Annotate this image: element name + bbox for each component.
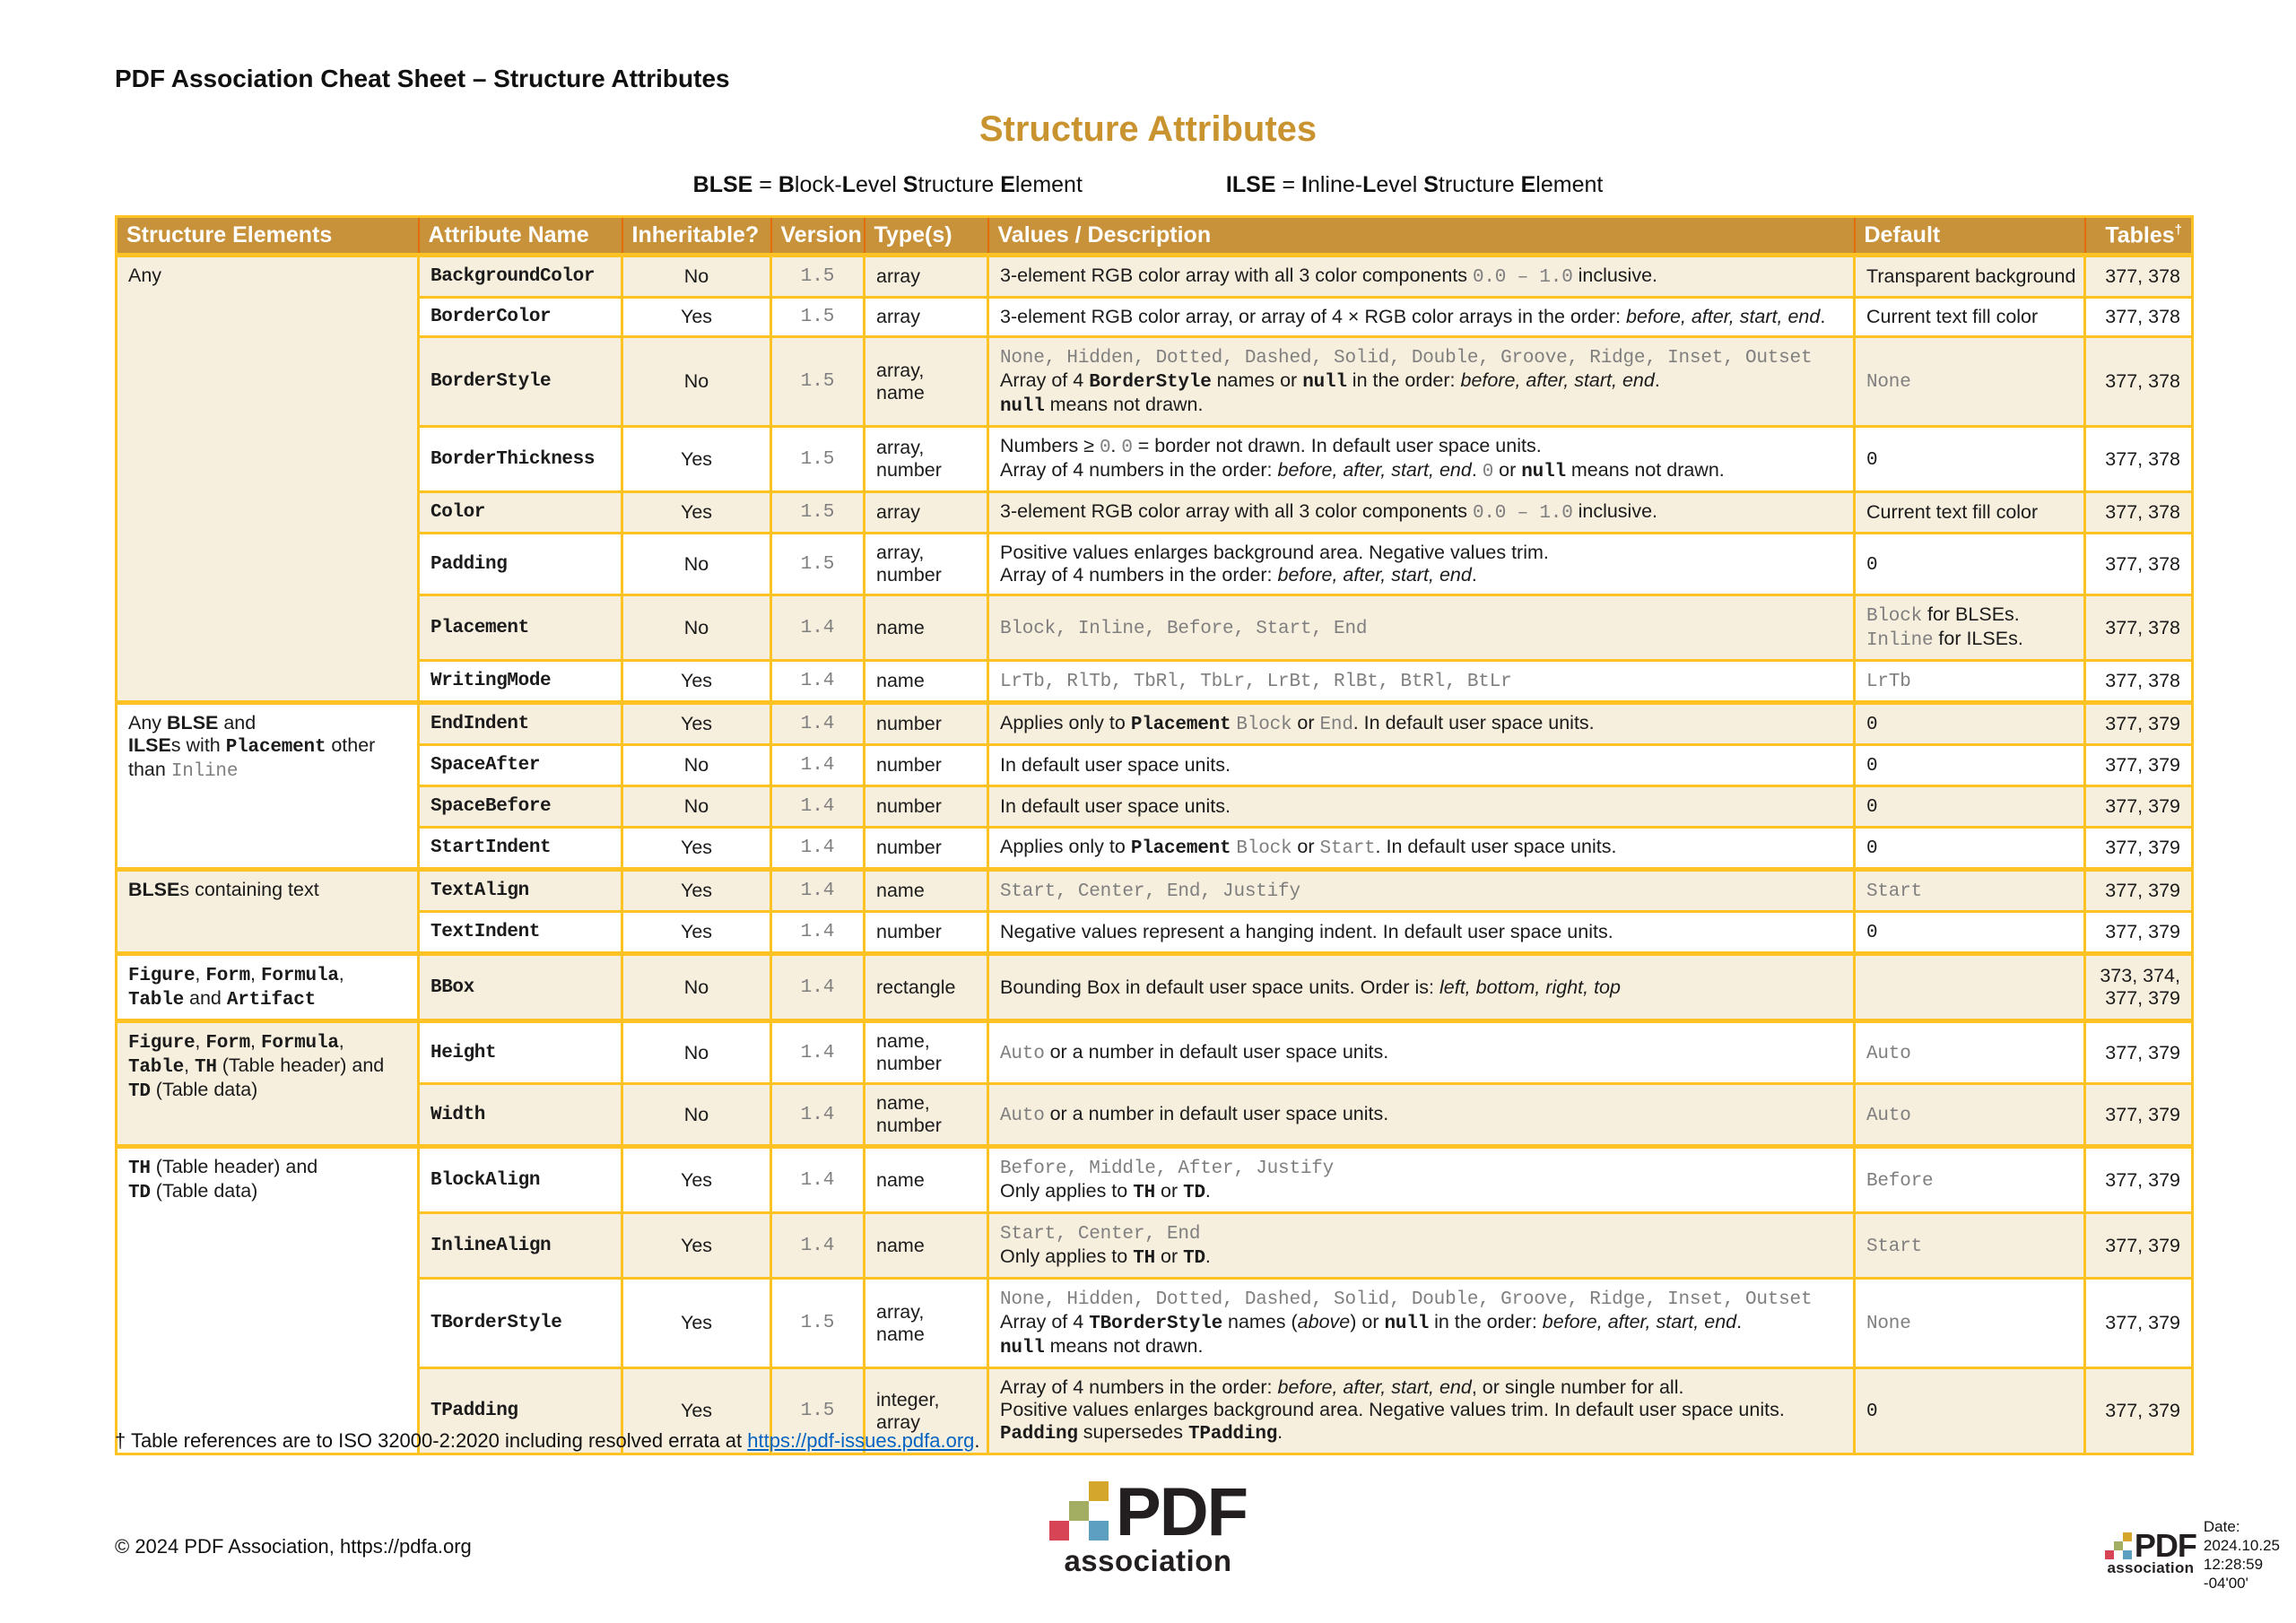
tables-cell: 377, 379 (2085, 828, 2193, 870)
types-cell: number (865, 745, 988, 786)
signature-date-text: Date: 2024.10.25 12:28:59 -04'00' (2203, 1518, 2280, 1592)
column-header-default: Default (1855, 217, 2085, 256)
inheritable-cell: No (622, 954, 771, 1021)
types-cell: name, number (865, 1021, 988, 1084)
description-cell: Applies only to Placement Block or End. In default user space units. (988, 703, 1855, 745)
tables-cell: 377, 378 (2085, 337, 2193, 427)
version-cell: 1.4 (771, 828, 865, 870)
types-cell: number (865, 828, 988, 870)
inheritable-cell: No (622, 1021, 771, 1084)
types-cell: rectangle (865, 954, 988, 1021)
version-cell: 1.4 (771, 745, 865, 786)
table-row (117, 1279, 2193, 1368)
types-cell: name (865, 1213, 988, 1279)
description-cell: Applies only to Placement Block or Start. In default user space units. (988, 828, 1855, 870)
default-cell: Transparent background (1855, 256, 2085, 298)
version-cell: 1.4 (771, 1084, 865, 1147)
types-cell: number (865, 786, 988, 828)
logo-pdf-text: PDF (1116, 1473, 1247, 1550)
signature-square-blue (2123, 1550, 2132, 1559)
inheritable-cell: Yes (622, 870, 771, 912)
default-cell: 0 (1855, 786, 2085, 828)
tables-cell: 377, 379 (2085, 1213, 2193, 1279)
tables-cell: 373, 374, 377, 379 (2085, 954, 2193, 1021)
default-cell: Auto (1855, 1084, 2085, 1147)
attribute-name-cell: Placement (419, 595, 622, 661)
version-cell: 1.5 (771, 1368, 865, 1454)
description-cell: Bounding Box in default user space units. Order is: left, bottom, right, top (988, 954, 1855, 1021)
column-header-attribute-name: Attribute Name (419, 217, 622, 256)
version-cell: 1.4 (771, 661, 865, 703)
default-cell: Auto (1855, 1021, 2085, 1084)
table-row (117, 1147, 2193, 1213)
version-cell: 1.4 (771, 595, 865, 661)
structure-attributes-table (115, 215, 2194, 1455)
copyright-text: © 2024 PDF Association, https://pdfa.org (115, 1535, 472, 1558)
default-cell: 0 (1855, 427, 2085, 492)
default-cell: 0 (1855, 534, 2085, 595)
attribute-name-cell: BorderColor (419, 298, 622, 337)
default-cell: 0 (1855, 828, 2085, 870)
attribute-name-cell: TextAlign (419, 870, 622, 912)
document-header-title: PDF Association Cheat Sheet – Structure Attributes (115, 65, 730, 92)
description-cell: 3-element RGB color array with all 3 color components 0.0 – 1.0 inclusive. (988, 492, 1855, 534)
version-cell: 1.5 (771, 1279, 865, 1368)
version-cell: 1.5 (771, 256, 865, 298)
signature-square-olive (2114, 1541, 2123, 1550)
structure-elements-cell: BLSEs containing text (117, 870, 419, 954)
tables-cell: 377, 379 (2085, 1279, 2193, 1368)
version-cell: 1.4 (771, 870, 865, 912)
inheritable-cell: Yes (622, 427, 771, 492)
default-cell: Before (1855, 1147, 2085, 1213)
default-cell: 0 (1855, 703, 2085, 745)
version-cell: 1.5 (771, 427, 865, 492)
description-cell: In default user space units. (988, 786, 1855, 828)
attribute-name-cell: TextIndent (419, 912, 622, 954)
inheritable-cell: No (622, 337, 771, 427)
types-cell: array, name (865, 1279, 988, 1368)
table-row (117, 427, 2193, 492)
types-cell: array, number (865, 427, 988, 492)
description-cell: Numbers ≥ 0. 0 = border not drawn. In default user space units. Array of 4 numbers in the order: before, after, start, end. 0 or null means not drawn. (988, 427, 1855, 492)
signature-square-red (2105, 1550, 2114, 1559)
attribute-name-cell: Width (419, 1084, 622, 1147)
version-cell: 1.4 (771, 786, 865, 828)
dagger-superscript: † (2174, 222, 2182, 238)
logo-square-blue (1089, 1521, 1109, 1541)
attribute-name-cell: SpaceAfter (419, 745, 622, 786)
description-cell: Auto or a number in default user space units. (988, 1021, 1855, 1084)
structure-elements-cell: Any (117, 256, 419, 703)
tables-cell: 377, 379 (2085, 1147, 2193, 1213)
inheritable-cell: No (622, 595, 771, 661)
types-cell: array (865, 492, 988, 534)
table-row (117, 703, 2193, 745)
tables-cell: 377, 379 (2085, 786, 2193, 828)
description-cell: In default user space units. (988, 745, 1855, 786)
default-cell: 0 (1855, 1368, 2085, 1454)
tables-cell: 377, 379 (2085, 1084, 2193, 1147)
tables-cell: 377, 378 (2085, 534, 2193, 595)
tables-cell: 377, 379 (2085, 703, 2193, 745)
inheritable-cell: Yes (622, 703, 771, 745)
types-cell: name (865, 595, 988, 661)
attribute-name-cell: BorderThickness (419, 427, 622, 492)
types-cell: integer, array (865, 1368, 988, 1454)
table-header-row (117, 217, 2193, 256)
signature-square-gold (2123, 1532, 2132, 1541)
inheritable-cell: Yes (622, 1213, 771, 1279)
legend-blse: BLSE = Block-Level Structure Element (692, 172, 1083, 197)
version-cell: 1.4 (771, 1147, 865, 1213)
default-cell: Current text fill color (1855, 298, 2085, 337)
version-cell: 1.5 (771, 337, 865, 427)
tables-cell: 377, 379 (2085, 745, 2193, 786)
default-cell: 0 (1855, 912, 2085, 954)
description-cell: 3-element RGB color array with all 3 color components 0.0 – 1.0 inclusive. (988, 256, 1855, 298)
description-cell: Auto or a number in default user space units. (988, 1084, 1855, 1147)
attribute-name-cell: WritingMode (419, 661, 622, 703)
table-row (117, 492, 2193, 534)
description-cell: Array of 4 numbers in the order: before, after, start, end, or single number for all. Positive values enlarges background area. Negative values trim. In default user space units. Padding supersedes TPadding. (988, 1368, 1855, 1454)
pdf-association-logo (0, 1473, 2296, 1578)
default-cell (1855, 954, 2085, 1021)
column-header-tables (2085, 217, 2193, 256)
table-row (117, 912, 2193, 954)
description-cell: 3-element RGB color array, or array of 4 × RGB color arrays in the order: before, after, start, end. (988, 298, 1855, 337)
signature-pdf-text: PDF (2134, 1527, 2196, 1565)
tables-cell: 377, 378 (2085, 298, 2193, 337)
signature-logo-row (2105, 1527, 2196, 1565)
types-cell: name (865, 661, 988, 703)
tables-cell: 377, 379 (2085, 912, 2193, 954)
default-cell: None (1855, 337, 2085, 427)
inheritable-cell: Yes (622, 298, 771, 337)
signature-stamp (2105, 1517, 2280, 1593)
tables-cell: 377, 378 (2085, 661, 2193, 703)
inheritable-cell: Yes (622, 661, 771, 703)
inheritable-cell: Yes (622, 912, 771, 954)
attribute-name-cell: EndIndent (419, 703, 622, 745)
attribute-name-cell: TPadding (419, 1368, 622, 1454)
types-cell: array, number (865, 534, 988, 595)
logo-square-red (1049, 1521, 1069, 1541)
types-cell: number (865, 703, 988, 745)
tables-header-label: Tables (2105, 222, 2175, 248)
structure-elements-cell: TH (Table header) and TD (Table data) (117, 1147, 419, 1454)
default-cell: Start (1855, 1213, 2085, 1279)
table-row (117, 337, 2193, 427)
description-cell: Start, Center, End, Justify (988, 870, 1855, 912)
default-cell: Current text fill color (1855, 492, 2085, 534)
default-cell: Start (1855, 870, 2085, 912)
inheritable-cell: No (622, 534, 771, 595)
description-cell: None, Hidden, Dotted, Dashed, Solid, Double, Groove, Ridge, Inset, Outset Array of 4 TBorderStyle names (above) or null in the order: before, after, start, end. null means not drawn. (988, 1279, 1855, 1368)
tables-cell: 377, 378 (2085, 256, 2193, 298)
default-cell: None (1855, 1279, 2085, 1368)
structure-elements-cell: Figure, Form, Formula, Table, TH (Table header) and TD (Table data) (117, 1021, 419, 1147)
column-header-structure-elements: Structure Elements (117, 217, 419, 256)
description-cell: Before, Middle, After, Justify Only applies to TH or TD. (988, 1147, 1855, 1213)
signature-association-text: association (2107, 1559, 2195, 1576)
version-cell: 1.4 (771, 1021, 865, 1084)
types-cell: array (865, 298, 988, 337)
inheritable-cell: Yes (622, 492, 771, 534)
version-cell: 1.4 (771, 954, 865, 1021)
tables-cell: 377, 378 (2085, 427, 2193, 492)
description-cell: Positive values enlarges background area. Negative values trim. Array of 4 numbers in the order: before, after, start, end. (988, 534, 1855, 595)
table-row (117, 1084, 2193, 1147)
attribute-name-cell: SpaceBefore (419, 786, 622, 828)
inheritable-cell: Yes (622, 1368, 771, 1454)
structure-elements-cell: Figure, Form, Formula, Table and Artifact (117, 954, 419, 1021)
attribute-name-cell: BackgroundColor (419, 256, 622, 298)
legend (0, 172, 2296, 198)
inheritable-cell: Yes (622, 828, 771, 870)
logo-association-text: association (1064, 1544, 1232, 1577)
inheritable-cell: No (622, 1084, 771, 1147)
logo-square-olive (1069, 1501, 1089, 1521)
table-row (117, 786, 2193, 828)
table-row (117, 828, 2193, 870)
inheritable-cell: No (622, 256, 771, 298)
attribute-name-cell: Color (419, 492, 622, 534)
inheritable-cell: Yes (622, 1147, 771, 1213)
logo-square-gold (1089, 1481, 1109, 1501)
signature-squares-icon (2105, 1532, 2132, 1559)
table-row (117, 870, 2193, 912)
tables-cell: 377, 379 (2085, 870, 2193, 912)
types-cell: array, name (865, 337, 988, 427)
table-row (117, 1021, 2193, 1084)
table-row (117, 298, 2193, 337)
tables-cell: 377, 378 (2085, 595, 2193, 661)
inheritable-cell: No (622, 786, 771, 828)
version-cell: 1.5 (771, 492, 865, 534)
version-cell: 1.4 (771, 703, 865, 745)
tables-cell: 377, 379 (2085, 1368, 2193, 1454)
attribute-name-cell: Padding (419, 534, 622, 595)
types-cell: name (865, 870, 988, 912)
signature-logo (2105, 1527, 2196, 1577)
description-cell: None, Hidden, Dotted, Dashed, Solid, Double, Groove, Ridge, Inset, Outset Array of 4 BorderStyle names or null in the order: before, after, start, end. null means not drawn. (988, 337, 1855, 427)
types-cell: name (865, 1147, 988, 1213)
default-cell: LrTb (1855, 661, 2085, 703)
footnote: † Table references are to ISO 32000-2:2020 including resolved errata at https://pdf-issues.pdfa.org. (115, 1429, 980, 1452)
tables-cell: 377, 378 (2085, 492, 2193, 534)
types-cell: name, number (865, 1084, 988, 1147)
tables-cell: 377, 379 (2085, 1021, 2193, 1084)
structure-elements-cell: Any BLSE and ILSEs with Placement other than Inline (117, 703, 419, 870)
footnote-link[interactable]: https://pdf-issues.pdfa.org (747, 1429, 975, 1452)
table-row (117, 534, 2193, 595)
version-cell: 1.5 (771, 298, 865, 337)
description-cell: Block, Inline, Before, Start, End (988, 595, 1855, 661)
types-cell: array (865, 256, 988, 298)
attribute-name-cell: TBorderStyle (419, 1279, 622, 1368)
column-header-version: Version (771, 217, 865, 256)
attribute-name-cell: InlineAlign (419, 1213, 622, 1279)
attribute-name-cell: Height (419, 1021, 622, 1084)
inheritable-cell: No (622, 745, 771, 786)
description-cell: Negative values represent a hanging indent. In default user space units. (988, 912, 1855, 954)
description-cell: LrTb, RlTb, TbRl, TbLr, LrBt, RlBt, BtRl, BtLr (988, 661, 1855, 703)
default-cell: 0 (1855, 745, 2085, 786)
column-header-values-description: Values / Description (988, 217, 1855, 256)
table-row (117, 745, 2193, 786)
default-cell: Block for BLSEs. Inline for ILSEs. (1855, 595, 2085, 661)
version-cell: 1.4 (771, 1213, 865, 1279)
logo-squares-icon (1049, 1481, 1109, 1541)
legend-ilse: ILSE = Inline-Level Structure Element (1225, 172, 1604, 197)
description-cell: Start, Center, End Only applies to TH or TD. (988, 1213, 1855, 1279)
logo-row (1049, 1473, 1247, 1550)
inheritable-cell: Yes (622, 1279, 771, 1368)
attribute-name-cell: BlockAlign (419, 1147, 622, 1213)
table-row (117, 256, 2193, 298)
attribute-name-cell: StartIndent (419, 828, 622, 870)
page-title: Structure Attributes (978, 109, 1318, 149)
column-header-types: Type(s) (865, 217, 988, 256)
column-header-inheritable: Inheritable? (622, 217, 771, 256)
version-cell: 1.4 (771, 912, 865, 954)
types-cell: number (865, 912, 988, 954)
table-row (117, 954, 2193, 1021)
version-cell: 1.5 (771, 534, 865, 595)
table-row (117, 595, 2193, 661)
table-row (117, 661, 2193, 703)
attribute-name-cell: BBox (419, 954, 622, 1021)
table-row (117, 1213, 2193, 1279)
attribute-name-cell: BorderStyle (419, 337, 622, 427)
